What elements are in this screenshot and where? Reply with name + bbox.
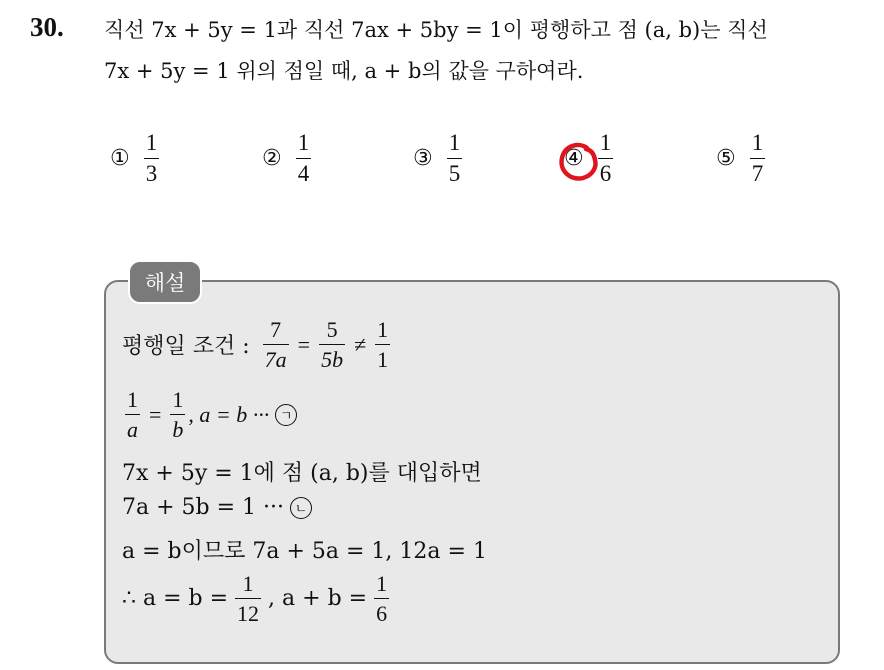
fraction	[319, 318, 345, 371]
fraction	[170, 388, 185, 441]
denominator: 6	[599, 160, 612, 186]
choice-marker: ⑤	[716, 145, 736, 171]
numerator: 1	[751, 129, 764, 155]
denominator: 4	[297, 160, 310, 186]
numerator: 1	[297, 129, 310, 155]
numerator: 1	[377, 317, 389, 342]
fraction	[374, 572, 389, 625]
denominator: b	[172, 417, 184, 442]
equation-text: 7a + 5b = 1 ···	[122, 495, 285, 520]
circled-giyeok-marker: ㄱ	[275, 404, 297, 426]
choice-fraction	[296, 131, 312, 186]
numerator: 1	[448, 129, 461, 155]
choice-marker: ②	[262, 145, 282, 171]
denominator: 5	[448, 160, 461, 186]
choice-5[interactable]	[716, 126, 765, 190]
choice-marker	[564, 146, 584, 171]
solution-line-2	[122, 388, 297, 441]
equation-text: , a = b ···	[188, 401, 270, 427]
equals-sign: =	[297, 331, 311, 357]
numerator: 1	[376, 571, 388, 596]
denominator: 7a	[264, 347, 287, 372]
equation-text: , a + b =	[268, 586, 368, 611]
selection-circle-icon	[557, 140, 601, 184]
numerator: 1	[127, 387, 138, 412]
numerator: 1	[242, 571, 254, 596]
denominator: 12	[237, 601, 260, 626]
denominator: 6	[376, 601, 388, 626]
choice-2[interactable]	[262, 126, 311, 190]
solution-line-5: a = b이므로 7a + 5a = 1, 12a = 1	[122, 539, 487, 564]
equals-sign: =	[149, 401, 162, 427]
choice-marker: ①	[110, 145, 130, 171]
denominator: 1	[377, 347, 389, 372]
condition-label: 평행일 조건 :	[122, 334, 250, 359]
denominator: 5b	[321, 347, 344, 372]
numerator: 1	[599, 129, 612, 155]
question-text-line1: 직선 7x + 5y = 1과 직선 7ax + 5by = 1이 평행하고 점 (a, b)는 직선	[104, 18, 768, 42]
numerator: 5	[326, 317, 338, 342]
solution-line-1	[122, 318, 393, 371]
choice-4[interactable]	[564, 126, 613, 190]
choice-fraction	[447, 131, 463, 186]
solution-line-3: 7x + 5y = 1에 점 (a, b)를 대입하면	[122, 461, 482, 486]
question-number: 30.	[30, 12, 64, 42]
denominator: 3	[145, 160, 158, 186]
choice-fraction	[144, 131, 160, 186]
solution-line-4	[122, 495, 312, 520]
denominator: 7	[751, 160, 764, 186]
numerator: 1	[172, 387, 184, 412]
numerator: 7	[270, 317, 282, 342]
choice-3[interactable]	[413, 126, 462, 190]
fraction	[235, 572, 261, 625]
circled-nieun-marker: ㄴ	[290, 497, 312, 519]
question-text-line2: 7x + 5y = 1 위의 점일 때, a + b의 값을 구하여라.	[104, 59, 584, 83]
choice-1[interactable]	[110, 126, 159, 190]
therefore-text: ∴ a = b =	[122, 586, 229, 611]
fraction	[263, 318, 289, 371]
not-equal-sign: ≠	[354, 331, 367, 357]
solution-tag: 해설	[128, 260, 202, 304]
choice-marker-text: ④	[564, 145, 584, 171]
choice-fraction	[750, 131, 766, 186]
choice-marker: ③	[413, 145, 433, 171]
solution-line-6	[122, 572, 392, 625]
denominator: a	[127, 417, 138, 442]
numerator: 1	[145, 129, 158, 155]
fraction	[125, 388, 140, 441]
fraction	[375, 318, 390, 371]
